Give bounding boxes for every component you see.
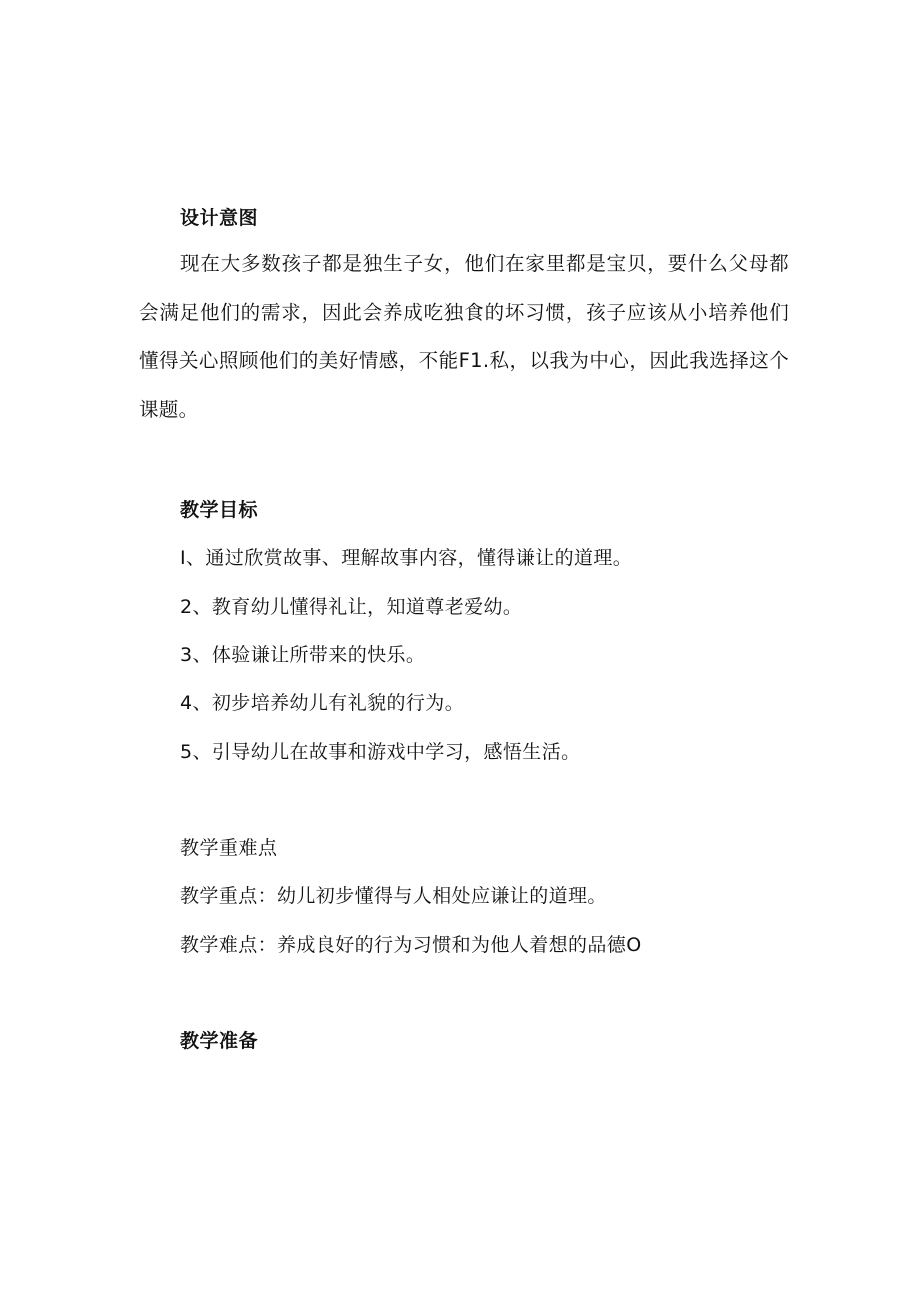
teaching-focus-line: 教学重点：幼儿初步懂得与人相处应谦让的道理。 <box>180 885 607 907</box>
teaching-difficulty-line: 教学难点：养成良好的行为习惯和为他人着想的品德O <box>180 934 642 956</box>
teaching-goal-item: I、通过欣赏故事、理解故事内容，懂得谦让的道理。 <box>180 547 633 569</box>
design-intent-heading: 设计意图 <box>180 207 259 229</box>
teaching-goal-item: 5、引导幼儿在故事和游戏中学习，感悟生活。 <box>180 741 581 763</box>
teaching-goal-item: 2、教育幼儿懂得礼让，知道尊老爱幼。 <box>180 596 523 618</box>
key-points-heading: 教学重难点 <box>180 837 278 859</box>
design-intent-paragraph: 现在大多数孩子都是独生子女，他们在家里都是宝贝，要什么父母都会满足他们的需求，因此会养成吃独食的坏习惯，孩子应该从小培养他们懂得关心照顾他们的美好情感，不能F1.私，以我为中心，因此我选择这个课题。 <box>139 252 789 421</box>
preparation-heading: 教学准备 <box>180 1030 259 1052</box>
teaching-goals-heading: 教学目标 <box>180 499 259 521</box>
teaching-goal-item: 4、初步培养幼儿有礼貌的行为。 <box>180 692 465 714</box>
teaching-goal-item: 3、体验谦让所带来的快乐。 <box>180 644 426 666</box>
